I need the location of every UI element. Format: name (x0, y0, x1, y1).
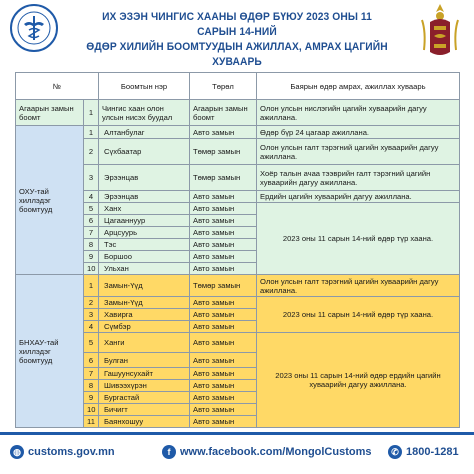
port-name: Замын-Үүд (99, 297, 190, 309)
row-number: 3 (84, 165, 99, 191)
row-number: 8 (84, 380, 99, 392)
row-number: 3 (84, 309, 99, 321)
port-type: Авто замын (190, 239, 257, 251)
phone-link[interactable] (388, 445, 459, 459)
port-name: Баянхошуу (99, 416, 190, 428)
port-type: Авто замын (190, 227, 257, 239)
port-type: Авто замын (190, 404, 257, 416)
port-name: Тэс (99, 239, 190, 251)
column-header-port-name: Боомтын нэр (99, 73, 190, 100)
port-type: Авто замын (190, 321, 257, 333)
port-type: Авто замын (190, 309, 257, 321)
port-type: Авто замын (190, 392, 257, 404)
port-name: Сүхбаатар (99, 139, 190, 165)
website-text: customs.gov.mn (28, 446, 115, 458)
schedule-note: Өдөр бүр 24 цагаар ажиллана. (257, 126, 460, 139)
port-type: Авто замын (190, 263, 257, 275)
schedule-note: 2023 оны 11 сарын 14-ний өдөр түр хаана. (257, 297, 460, 333)
column-header-type: Төрөл (190, 73, 257, 100)
column-header-number: № (16, 73, 99, 100)
phone-icon: ✆ (388, 445, 402, 459)
row-number: 6 (84, 353, 99, 368)
port-type: Авто замын (190, 368, 257, 380)
port-type: Авто замын (190, 215, 257, 227)
port-name: Замын-Үүд (99, 275, 190, 297)
port-type: Төмөр замын (190, 139, 257, 165)
group-label-china: БНХАУ-тай хиллэдэг боомтууд (16, 275, 84, 428)
port-name: Ханх (99, 203, 190, 215)
schedule-note: Олон улсын нислэгийн цагийн хуваарийн дагуу ажиллана. (257, 100, 460, 126)
port-type: Авто замын (190, 353, 257, 368)
port-name: Сүмбэр (99, 321, 190, 333)
port-name: Бургастай (99, 392, 190, 404)
phone-text: 1800-1281 (406, 446, 459, 458)
row-number: 10 (84, 263, 99, 275)
port-type: Төмөр замын (190, 165, 257, 191)
port-type: Авто замын (190, 191, 257, 203)
header (0, 0, 474, 68)
page-title (81, 10, 392, 70)
row-number: 9 (84, 251, 99, 263)
schedule-note: Хоёр талын ачаа тээврийн галт тэрэгний цагийн хуваарийн дагуу ажиллана. (257, 165, 460, 191)
port-type: Авто замын (190, 203, 257, 215)
row-number: 7 (84, 227, 99, 239)
port-type: Авто замын (190, 416, 257, 428)
port-name: Боршоо (99, 251, 190, 263)
row-number: 11 (84, 416, 99, 428)
footer-divider (0, 432, 474, 435)
table-row (16, 275, 460, 297)
port-name: Булган (99, 353, 190, 368)
port-type: Авто замын (190, 333, 257, 353)
port-name: Цагааннуур (99, 215, 190, 227)
soyombo-emblem-icon (414, 2, 466, 58)
group-label-russia: ОХУ-тай хиллэдэг боомтууд (16, 126, 84, 275)
facebook-text: www.facebook.com/MongolCustoms (180, 446, 372, 458)
port-name: Алтанбулаг (99, 126, 190, 139)
port-type: Агаарын замын боомт (190, 100, 257, 126)
row-number: 1 (84, 275, 99, 297)
schedule-note: Ердийн цагийн хуваарийн дагуу ажиллана. (257, 191, 460, 203)
website-link[interactable] (10, 445, 115, 459)
schedule-note: Олон улсын галт тэрэгний цагийн хуваарийн дагуу ажиллана. (257, 139, 460, 165)
row-number: 7 (84, 368, 99, 380)
row-number: 2 (84, 297, 99, 309)
row-number: 1 (84, 126, 99, 139)
schedule-note: 2023 оны 11 сарын 14-ний өдөр түр хаана. (257, 203, 460, 275)
schedule-note: Олон улсын галт тэрэгний цагийн хуваарийн дагуу ажиллана. (257, 275, 460, 297)
title-line-2: ӨДӨР ХИЛИЙН БООМТУУДЫН АЖИЛЛАХ, АМРАХ ЦАГИЙН ХУВААРЬ (86, 41, 388, 68)
table-row (16, 126, 460, 139)
port-name: Бичигт (99, 404, 190, 416)
port-type: Төмөр замын (190, 275, 257, 297)
port-name: Эрээнцав (99, 191, 190, 203)
row-number: 4 (84, 191, 99, 203)
row-number: 2 (84, 139, 99, 165)
title-line-1: ИХ ЭЗЭН ЧИНГИС ХААНЫ ӨДӨР БҮЮУ 2023 ОНЫ 11 САРЫН 14-НИЙ (102, 11, 372, 38)
table-header-row (16, 73, 460, 100)
schedule-table (15, 72, 459, 430)
customs-emblem-icon (10, 4, 58, 52)
column-header-schedule: Баярын өдөр амрах, ажиллах хуваарь (257, 73, 460, 100)
facebook-icon: f (162, 445, 176, 459)
row-number: 5 (84, 203, 99, 215)
row-number: 1 (84, 100, 99, 126)
port-type: Авто замын (190, 380, 257, 392)
row-number: 9 (84, 392, 99, 404)
row-number: 5 (84, 333, 99, 353)
row-number: 8 (84, 239, 99, 251)
port-type: Авто замын (190, 251, 257, 263)
group-label-air: Агаарын замын боомт (16, 100, 84, 126)
port-name: Арцсуурь (99, 227, 190, 239)
port-name: Чингис хаан олон улсын нисэх буудал (99, 100, 190, 126)
port-name: Хавирга (99, 309, 190, 321)
globe-icon: ◍ (10, 445, 24, 459)
port-name: Ульхан (99, 263, 190, 275)
port-name: Гашуунсухайт (99, 368, 190, 380)
row-number: 10 (84, 404, 99, 416)
row-number: 6 (84, 215, 99, 227)
facebook-link[interactable] (162, 445, 372, 459)
schedule-note: 2023 оны 11 сарын 14-ний өдөр ердийн цагийн хуваарийн дагуу ажиллана. (257, 333, 460, 428)
port-name: Шивээхүрэн (99, 380, 190, 392)
port-name: Ханги (99, 333, 190, 353)
port-name: Эрээнцав (99, 165, 190, 191)
footer (0, 432, 474, 474)
port-type: Авто замын (190, 126, 257, 139)
row-number: 4 (84, 321, 99, 333)
table-row (16, 100, 460, 126)
port-type: Авто замын (190, 297, 257, 309)
